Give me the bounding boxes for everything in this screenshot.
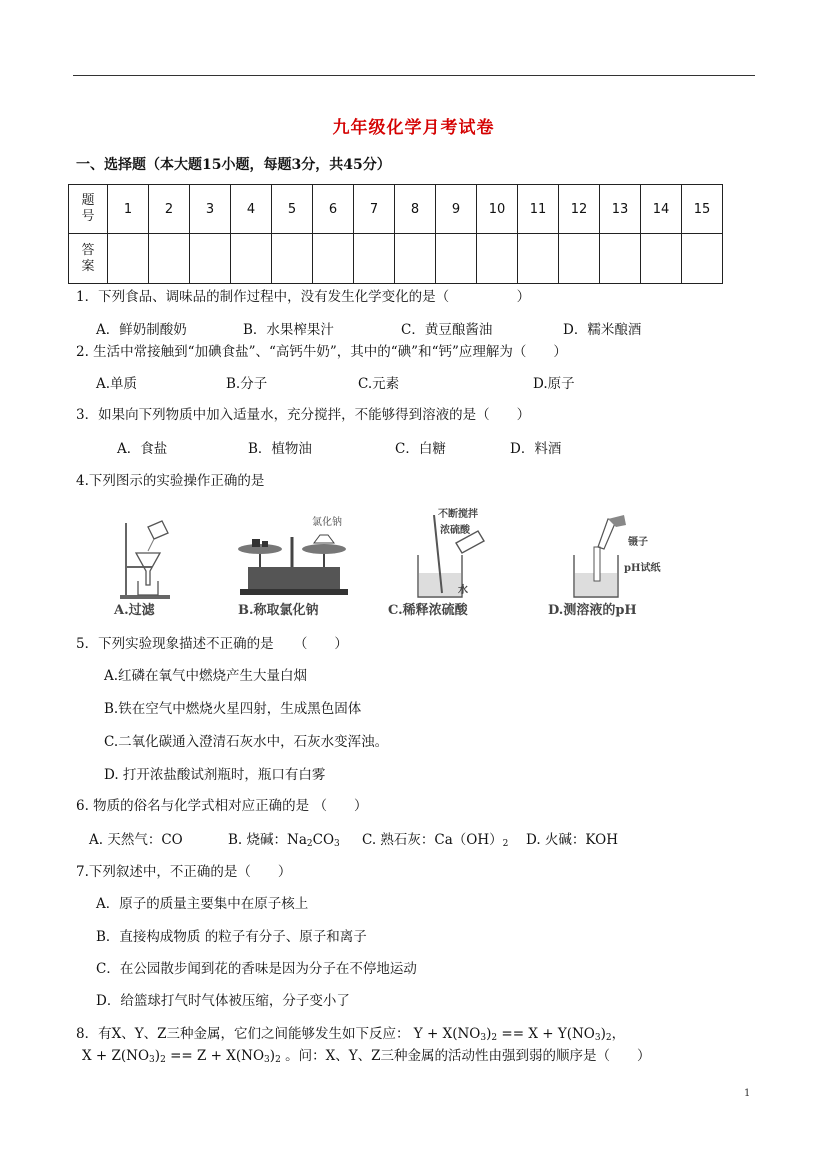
q3-option-a: A．食盐 bbox=[117, 441, 168, 457]
number-cell: 7 bbox=[354, 185, 395, 234]
question-6-stem: 6. 物质的俗名与化学式相对应正确的是 （ ） bbox=[76, 798, 368, 814]
q7-option-a: A．原子的质量主要集中在原子核上 bbox=[96, 896, 309, 912]
figure-note-d1: 镊子 bbox=[628, 537, 648, 548]
answer-cell[interactable] bbox=[108, 234, 149, 284]
q1-option-a: A．鲜奶制酸奶 bbox=[96, 322, 187, 338]
figure-label-c: C.稀释浓硫酸 bbox=[388, 603, 468, 618]
question-5-stem: 5．下列实验现象描述不正确的是 （ ） bbox=[76, 636, 348, 652]
q7-option-d: D．给篮球打气时气体被压缩，分子变小了 bbox=[96, 993, 350, 1009]
number-cell: 11 bbox=[518, 185, 559, 234]
figure-label-a: A.过滤 bbox=[114, 603, 155, 618]
answer-cell[interactable] bbox=[231, 234, 272, 284]
q3-option-b: B．植物油 bbox=[248, 441, 312, 457]
q5-option-c: C.二氧化碳通入澄清石灰水中，石灰水变浑浊。 bbox=[104, 734, 389, 750]
section-heading: 一、选择题（本大题15小题，每题3分，共45分） bbox=[76, 157, 391, 173]
q1-option-b: B．水果榨果汁 bbox=[243, 322, 334, 338]
number-cell: 14 bbox=[641, 185, 682, 234]
row-header: 答 案 bbox=[69, 234, 108, 284]
number-cell: 12 bbox=[559, 185, 600, 234]
q6-option-d: D. 火碱：KOH bbox=[526, 832, 618, 848]
q6-option-c: C. 熟石灰：$Ca(OH)_2$ bbox=[362, 832, 509, 849]
answer-cell[interactable] bbox=[149, 234, 190, 284]
number-cell: 9 bbox=[436, 185, 477, 234]
answer-cell[interactable] bbox=[436, 234, 477, 284]
q2-option-b: B.分子 bbox=[226, 376, 268, 392]
question-7-stem: 7.下列叙述中，不正确的是（ ） bbox=[76, 864, 292, 880]
answer-cell[interactable] bbox=[313, 234, 354, 284]
number-cell: 4 bbox=[231, 185, 272, 234]
number-cell: 6 bbox=[313, 185, 354, 234]
page-title: 九年级化学月考试卷 bbox=[332, 118, 495, 138]
figure-note-c3: 水 bbox=[458, 585, 468, 596]
q2-option-a: A.单质 bbox=[96, 376, 138, 392]
row-header: 题 号 bbox=[69, 185, 108, 234]
question-2-stem: 2. 生活中常接触到“加碘食盐”、“高钙牛奶”，其中的“碘”和“钙”应理解为（ ） bbox=[76, 344, 567, 360]
answer-cell[interactable] bbox=[190, 234, 231, 284]
experiment-figures bbox=[112, 505, 682, 620]
q1-option-d: D．糯米酿酒 bbox=[563, 322, 642, 338]
question-1-stem: 1．下列食品、调味品的制作过程中，没有发生化学变化的是（ ） bbox=[76, 289, 531, 305]
q5-option-d: D. 打开浓盐酸试剂瓶时，瓶口有白雾 bbox=[104, 767, 326, 783]
answer-cell[interactable] bbox=[395, 234, 436, 284]
answer-cell[interactable] bbox=[641, 234, 682, 284]
q6-option-a: A. 天然气：CO bbox=[89, 832, 183, 848]
filtration-figure-icon bbox=[112, 515, 192, 600]
answer-table bbox=[68, 184, 723, 284]
question-8-line1: 8．有X、Y、Z三种金属，它们之间能够发生如下反应： $Y + X(NO_3)_2 == X + Y(NO_3)_2$， bbox=[76, 1026, 626, 1043]
page-number: 1 bbox=[744, 1088, 751, 1099]
balance-figure-icon bbox=[230, 517, 350, 597]
q6-option-b: B. 烧碱：$Na_2CO_3$ bbox=[228, 832, 340, 849]
figure-note-c2: 浓硫酸 bbox=[440, 525, 470, 536]
answer-cell[interactable] bbox=[518, 234, 559, 284]
number-cell: 2 bbox=[149, 185, 190, 234]
q5-option-b: B.铁在空气中燃烧火星四射，生成黑色固体 bbox=[104, 701, 362, 717]
q7-option-c: C．在公园散步闻到花的香味是因为分子在不停地运动 bbox=[96, 961, 417, 977]
answer-cell[interactable] bbox=[354, 234, 395, 284]
q3-option-d: D．料酒 bbox=[510, 441, 562, 457]
question-4-stem: 4.下列图示的实验操作正确的是 bbox=[76, 473, 265, 489]
q2-option-c: C.元素 bbox=[358, 376, 400, 392]
question-3-stem: 3．如果向下列物质中加入适量水，充分搅拌，不能够得到溶液的是（ ） bbox=[76, 407, 531, 423]
header-rule bbox=[73, 75, 755, 76]
q5-option-a: A.红磷在氧气中燃烧产生大量白烟 bbox=[104, 668, 308, 684]
number-cell: 10 bbox=[477, 185, 518, 234]
number-cell: 15 bbox=[682, 185, 723, 234]
number-cell: 3 bbox=[190, 185, 231, 234]
ph-test-figure-icon bbox=[568, 515, 638, 600]
question-8-line2: $X + Z(NO_3)_2 == Z + X(NO_3)_2$ 。问：X、Y、Z三种金属的活动性由强到弱的顺序是（ ） bbox=[82, 1048, 651, 1065]
q3-option-c: C．白糖 bbox=[395, 441, 446, 457]
figure-note-d2: pH试纸 bbox=[624, 563, 661, 574]
table-row bbox=[69, 234, 723, 284]
number-cell: 8 bbox=[395, 185, 436, 234]
figure-note-c1: 不断搅拌 bbox=[438, 509, 478, 520]
answer-cell[interactable] bbox=[682, 234, 723, 284]
table-row bbox=[69, 185, 723, 234]
answer-cell[interactable] bbox=[477, 234, 518, 284]
figure-label-d: D.测溶液的pH bbox=[548, 603, 637, 618]
answer-cell[interactable] bbox=[600, 234, 641, 284]
q7-option-b: B．直接构成物质 的粒子有分子、原子和离子 bbox=[96, 929, 367, 945]
number-cell: 5 bbox=[272, 185, 313, 234]
number-cell: 1 bbox=[108, 185, 149, 234]
q2-option-d: D.原子 bbox=[533, 376, 575, 392]
answer-cell[interactable] bbox=[272, 234, 313, 284]
figure-label-b: B.称取氯化钠 bbox=[238, 603, 319, 618]
number-cell: 13 bbox=[600, 185, 641, 234]
figure-note-b: 氯化钠 bbox=[312, 517, 342, 528]
q1-option-c: C．黄豆酿酱油 bbox=[401, 322, 493, 338]
answer-cell[interactable] bbox=[559, 234, 600, 284]
